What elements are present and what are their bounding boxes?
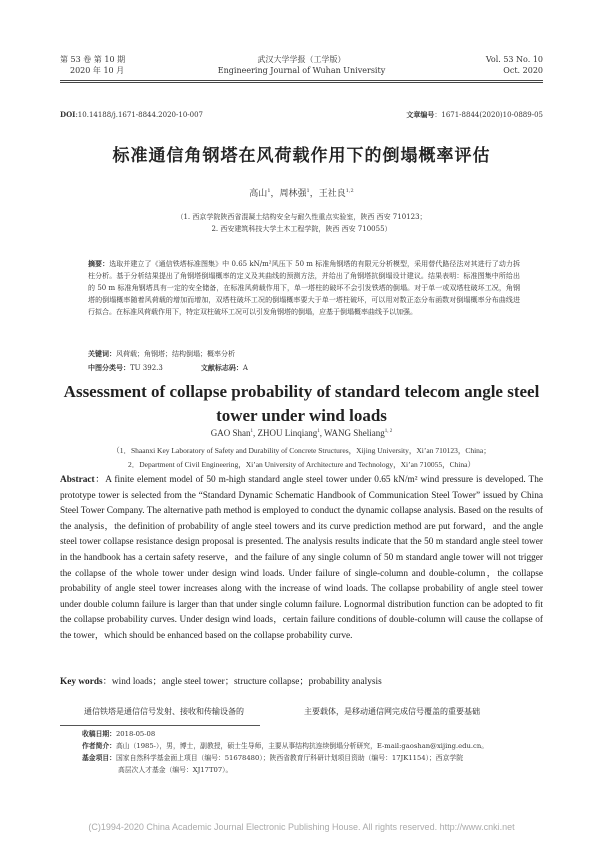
author-cn-1: 高山 — [249, 189, 268, 199]
footnote-received-label: 收稿日期： — [82, 730, 116, 738]
article-number — [406, 110, 543, 120]
doc-code-value: A — [242, 364, 248, 372]
header-journal-cn: 武汉大学学报（工学版） — [257, 55, 346, 64]
footnote-rule — [60, 725, 260, 726]
affiliation-cn-1: （1. 西京学院陕西省混凝土结构安全与耐久性重点实验室，陕西 西安 710123； — [176, 213, 427, 221]
authors-en: GAO Shan$^1$, ZHOU Linqiang$^1$, WANG Sheliang$^{1, 2}$ — [210, 428, 393, 438]
title-en-line-1: Assessment of collapse probability of standard telecom angle steel — [63, 382, 540, 401]
header-date-cn: 2020 年 10 月 — [70, 66, 125, 75]
author-cn-1-sup: 1 — [267, 188, 271, 194]
author-en-2: ZHOU Linqiang — [257, 428, 318, 438]
header-journal-en: Engineering Journal of Wuhan University — [217, 66, 386, 75]
footnote-author-bio-text: 高山（1985-），男，博士，副教授，硕士生导师，主要从事结构抗连续倒塌分析研究，E-mail:gaoshan@xijing.edu.cn。 — [115, 742, 489, 750]
author-cn-3: 王社良 — [318, 189, 346, 199]
copyright-footer: (C)1994-2020 China Academic Journal Electronic Publishing House. All rights reserved. http://www.cnki.net — [88, 822, 515, 832]
author-cn-2: 周林强 — [279, 189, 307, 199]
abstract-en-label: Abstract — [60, 475, 95, 485]
footnote-received-text: 2018-05-08 — [115, 730, 156, 738]
clc-label: 中图分类号： — [88, 364, 130, 372]
author-en-3: WANG Sheliang — [324, 428, 385, 438]
keywords-cn — [88, 349, 520, 359]
header-volume-en-text: Vol. 53 No. 10 — [485, 55, 543, 64]
footnote-funding-cont-text: 高层次人才基金（编号：XJ17T07）。 — [118, 766, 233, 774]
author-cn-2-sup: 1 — [306, 188, 310, 194]
keywords-en — [60, 673, 543, 687]
author-cn-sep-1: ， — [270, 189, 280, 199]
keywords-en-label: Key words — [60, 677, 103, 687]
footnote-funding-text: 国家自然科学基金面上项目（编号：51678480）；陕西省教育厅科研计划项目资助（编号：17JK1154）；西京学院 — [115, 754, 463, 762]
abstract-cn — [88, 258, 520, 318]
footnote-funding-cont — [118, 765, 232, 776]
article-number-label: 文章编号 — [406, 110, 435, 119]
abstract-cn-text: 选取并建立了《通信铁塔标准图集》中 0.65 kN/m²风压下 50 m 标准角钢塔的有限元分析模型，采用替代路径法对其进行了动力拆柱分析。基于分析结果提出了角钢塔倒塌概率的定义及其曲线的预测方法，并给出了角钢塔抗倒塌设计建议。结果表明：标准图集中所给出的 50 m 标准角钢塔具有一定的安全储备，在标准风荷载作用下，单一塔柱的破坏不会引发铁塔的倒塌。对于单一或双塔柱破坏工况，角钢塔的倒塌概率随着风荷载的增加而增加，双塔柱破坏工况的倒塌概率要大于单一塔柱破坏，可以用对数正态分布函数对倒塌概率分布曲线进行拟合。在标准风荷载作用下，特定双柱破坏工况可以引发角钢塔的倒塌，应基于倒塌概率曲线予以加强。 — [88, 260, 520, 316]
authors-cn — [0, 186, 603, 199]
header-rule-bottom — [60, 82, 543, 83]
article-number-value: ：1671-8844(2020)10-0889-05 — [434, 111, 543, 119]
abstract-en-text: ：A finite element model of 50 m-high standard angle steel tower under 0.65 kN/m² wind pressure is developed. The prototype tower is selected from the “Standard Dynamic Schematic Handbook of Communication Steel Tower” issued by China Steel Tower Company. The alternative path method is employed to conduct the dynamic collapse analysis. Based on the results of the analysis，the definition of probability of angle steel towers and its curve prediction method are put forward，and the angle steel tower collapse resistance design proposal is presented. The analysis results indicate that the 50 m standard angle steel tower in the handbook has a certain safety reserve，and the failure of any single column of 50 m standard angle tower will not trigger the collapse of the whole tower under design wind loads. Under failure of single-column and double-column，the collapse probability of angle steel tower increases along with the increase of wind loads. The collapse probability of angle steel tower under double column failure is larger than that under single column failure. Lognormal distribution function can be adopted to fit the collapse probability curves. Under design wind loads，certain failure conditions of double-column will cause the collapse of the tower，which should be enhanced based on the collapse probability curve. — [60, 475, 543, 641]
classification — [88, 363, 248, 373]
affiliation-cn-2: 2. 西安建筑科技大学土木工程学院，陕西 西安 710055） — [211, 225, 392, 233]
affiliation-en-2: 2．Department of Civil Engineering，Xi’an University of Architecture and Technology，Xi’an 710055，China） — [128, 460, 475, 469]
author-cn-sep-2: ， — [309, 189, 319, 199]
body-first-line-part-2: 主要载体，是移动通信网完成信号覆盖的重要基础 — [304, 707, 480, 716]
doi-value: :10.14188/j.1671-8844.2020-10-007 — [75, 111, 203, 119]
affiliations-en — [0, 444, 603, 472]
doi-label: DOI — [60, 110, 76, 119]
clc-value: TU 392.3 — [130, 364, 163, 372]
footnote-funding-label: 基金项目： — [82, 754, 116, 762]
footnote-author-bio-label: 作者简介： — [82, 742, 116, 750]
title-en-line-2: tower under wind loads — [216, 406, 387, 425]
abstract-en — [60, 473, 543, 645]
doi — [60, 110, 203, 119]
abstract-cn-label: 摘要： — [88, 260, 110, 268]
doc-code-label: 文献标志码： — [200, 364, 243, 372]
affiliations-cn — [0, 211, 603, 235]
keywords-cn-text: 风荷载；角钢塔；结构倒塌；概率分析 — [116, 350, 235, 358]
title-en — [0, 380, 603, 428]
header-volume-cn-text: 第 53 卷 第 10 期 — [60, 55, 126, 64]
footnote-funding — [82, 753, 463, 764]
author-en-2-sup: 1 — [317, 429, 320, 434]
author-cn-3-sup: 1,2 — [345, 188, 354, 194]
header-rule-top — [60, 80, 543, 81]
footnote-author-bio — [82, 741, 488, 752]
author-en-1-sup: 1 — [250, 429, 253, 434]
header-date-en: Oct. 2020 — [503, 66, 543, 75]
keywords-cn-label: 关键词： — [88, 350, 116, 358]
footnote-received — [82, 729, 155, 740]
author-en-1: GAO Shan — [210, 428, 251, 438]
title-cn: 标准通信角钢塔在风荷载作用下的倒塌概率评估 — [112, 146, 491, 166]
body-first-line-part-1: 通信铁塔是通信信号发射、接收和传输设备的 — [84, 707, 244, 716]
header-volume-en — [486, 54, 543, 76]
author-en-3-sup: 1, 2 — [384, 429, 393, 434]
affiliation-en-1: （1．Shaanxi Key Laboratory of Safety and Durability of Concrete Structures，Xijing University，Xi’an 710123，China； — [112, 446, 491, 455]
keywords-en-text: ：wind loads；angle steel tower；structure collapse；probability analysis — [102, 677, 382, 687]
